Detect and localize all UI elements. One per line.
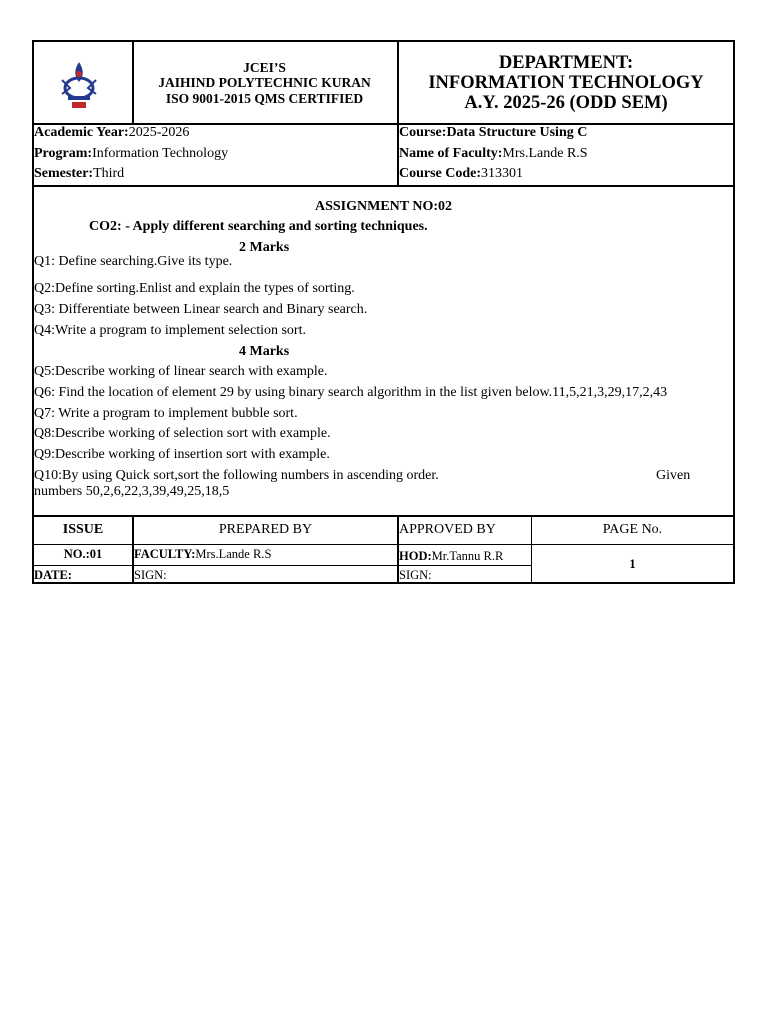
faculty-value: Mrs.Lande R.S — [502, 146, 588, 161]
prepared-sign: SIGN: — [134, 568, 167, 582]
issue-number: NO.:01 — [63, 547, 103, 561]
assignment-title: ASSIGNMENT NO:02 — [314, 199, 453, 214]
course-code-value: 313301 — [481, 166, 524, 181]
semester-value: Third — [93, 166, 125, 181]
dept-line-3: A.Y. 2025-26 (ODD SEM) — [464, 93, 668, 113]
faculty-label: Name of Faculty: — [399, 146, 503, 161]
approved-heading: APPROVED BY — [399, 522, 496, 537]
footer-head-rule — [34, 544, 733, 545]
semester — [34, 164, 124, 184]
org-line-1: JCEI’S — [243, 60, 286, 75]
footer-top-rule — [34, 515, 733, 517]
question-4: Q4:Write a program to implement selection sort. — [34, 323, 306, 338]
academic-year — [34, 123, 189, 143]
question-2: Q2:Define sorting.Enlist and explain the types of sorting. — [34, 281, 355, 296]
course-label: Course: — [399, 125, 447, 140]
date-label: DATE: — [34, 568, 72, 582]
approved-sign: SIGN: — [399, 568, 432, 582]
academic-year-value: 2025-2026 — [128, 125, 190, 140]
college-emblem-icon — [52, 58, 106, 112]
approved-hod-label: HOD: — [399, 549, 432, 563]
dept-line-2: INFORMATION TECHNOLOGY — [428, 73, 704, 93]
course-code — [399, 164, 523, 184]
issue-heading: ISSUE — [62, 522, 104, 537]
question-10: Q10:By using Quick sort,sort the following numbers in ascending order. — [34, 468, 439, 483]
program-label: Program: — [34, 146, 93, 161]
semester-label: Semester: — [34, 166, 94, 181]
question-5: Q5:Describe working of linear search with example. — [34, 364, 328, 379]
question-10-given: Given — [656, 468, 691, 483]
question-1: Q1: Define searching.Give its type. — [34, 254, 233, 269]
approved-hod — [399, 549, 503, 564]
dept-line-1: DEPARTMENT: — [498, 53, 634, 73]
footer-row-rule — [34, 565, 531, 566]
course-outcome: CO2: - Apply different searching and sorting techniques. — [89, 219, 428, 234]
program — [34, 144, 228, 164]
program-value: Information Technology — [92, 146, 229, 161]
section-4-marks: 4 Marks — [239, 344, 290, 359]
course-value: Data Structure Using C — [446, 125, 588, 140]
question-8: Q8:Describe working of selection sort with example. — [34, 426, 331, 441]
org-line-3: ISO 9001-2015 QMS CERTIFIED — [165, 91, 364, 106]
approved-hod-value: Mr.Tannu R.R — [431, 549, 504, 563]
prepared-heading: PREPARED BY — [218, 522, 313, 537]
course — [399, 123, 587, 143]
section-2-marks: 2 Marks — [239, 240, 290, 255]
question-7: Q7: Write a program to implement bubble sort. — [34, 406, 298, 421]
question-10-numbers: numbers 50,2,6,22,3,39,49,25,18,5 — [34, 484, 230, 499]
info-bottom-rule — [34, 185, 733, 187]
page-number: 1 — [629, 557, 636, 571]
prepared-faculty-label: FACULTY: — [134, 547, 196, 561]
page-heading: PAGE No. — [602, 522, 663, 537]
question-3: Q3: Differentiate between Linear search and Binary search. — [34, 302, 368, 317]
academic-year-label: Academic Year: — [34, 125, 129, 140]
question-6: Q6: Find the location of element 29 by using binary search algorithm in the list given below.11,5,21,3,29,17,2,43 — [34, 385, 668, 400]
faculty — [399, 144, 588, 164]
question-9: Q9:Describe working of insertion sort with example. — [34, 447, 330, 462]
course-code-label: Course Code: — [399, 166, 482, 181]
prepared-faculty-value: Mrs.Lande R.S — [195, 547, 272, 561]
document-sheet — [32, 40, 735, 584]
prepared-faculty — [134, 547, 271, 562]
org-line-2: JAIHIND POLYTECHNIC KURAN — [158, 75, 371, 90]
